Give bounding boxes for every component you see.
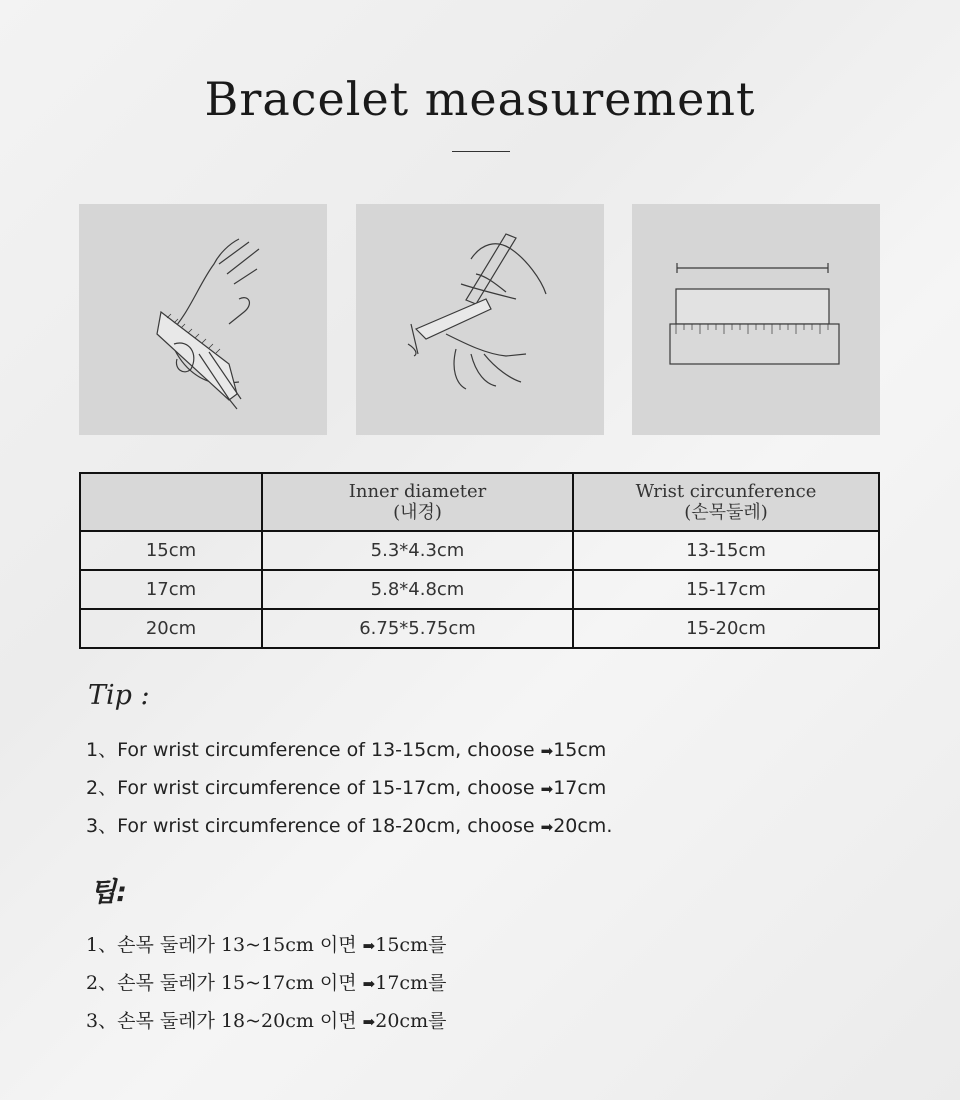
arrow-right-icon: ➡ <box>362 937 376 955</box>
list-item <box>86 964 446 1002</box>
table-cell: 13-15cm <box>573 531 879 570</box>
tip-value: 15cm를 <box>375 934 447 956</box>
arrow-right-icon: ➡ <box>362 1013 376 1031</box>
header-wrist-circumference: Wrist circunference <box>635 481 817 502</box>
table-cell: 6.75*5.75cm <box>262 609 573 648</box>
table-header-cell <box>262 473 573 531</box>
header-inner-diameter-kr: (내경) <box>393 502 442 523</box>
list-item <box>86 769 612 807</box>
tip-text: 1、손목 둘레가 13~15cm 이면 <box>86 934 357 956</box>
tip-value: 15cm <box>553 739 607 761</box>
tip-text: 3、손목 둘레가 18~20cm 이면 <box>86 1010 357 1032</box>
ruler-measure-strip-illustration <box>632 204 880 435</box>
list-item <box>86 731 612 769</box>
size-table <box>79 472 880 649</box>
list-item <box>86 926 446 964</box>
tip-value: 17cm <box>553 777 607 799</box>
tip-text: 3、For wrist circumference of 18-20cm, choose <box>86 815 535 837</box>
tips-kr-title: 팁: <box>90 877 127 908</box>
tips-en-title: Tip : <box>88 680 150 711</box>
table-cell: 15-20cm <box>573 609 879 648</box>
table-cell: 15cm <box>80 531 262 570</box>
tip-text: 1、For wrist circumference of 13-15cm, choose <box>86 739 535 761</box>
wrist-paper-strip-marking-illustration <box>356 204 604 435</box>
table-row <box>80 531 879 570</box>
tip-value: 20cm를 <box>375 1010 447 1032</box>
table-row <box>80 570 879 609</box>
arrow-right-icon: ➡ <box>540 742 554 760</box>
list-item <box>86 807 612 845</box>
list-item <box>86 1002 446 1040</box>
table-row <box>80 609 879 648</box>
tips-en-list <box>86 731 612 845</box>
table-header-cell <box>80 473 262 531</box>
page-title: Bracelet measurement <box>204 72 756 126</box>
arrow-right-icon: ➡ <box>540 780 554 798</box>
table-cell: 17cm <box>80 570 262 609</box>
header-wrist-circumference-kr: (손목둘레) <box>684 502 768 523</box>
tips-kr-list <box>86 926 446 1040</box>
table-cell: 5.8*4.8cm <box>262 570 573 609</box>
tip-text: 2、손목 둘레가 15~17cm 이면 <box>86 972 357 994</box>
header-inner-diameter: Inner diameter <box>348 481 487 502</box>
tip-value: 17cm를 <box>375 972 447 994</box>
arrow-right-icon: ➡ <box>362 975 376 993</box>
table-cell: 20cm <box>80 609 262 648</box>
table-cell: 15-17cm <box>573 570 879 609</box>
arrow-right-icon: ➡ <box>540 818 554 836</box>
title-divider <box>452 151 510 152</box>
tip-value: 20cm. <box>553 815 613 837</box>
table-header-cell <box>573 473 879 531</box>
tip-text: 2、For wrist circumference of 15-17cm, choose <box>86 777 535 799</box>
wrist-tape-measure-illustration <box>79 204 327 435</box>
table-header-row <box>80 473 879 531</box>
table-cell: 5.3*4.3cm <box>262 531 573 570</box>
